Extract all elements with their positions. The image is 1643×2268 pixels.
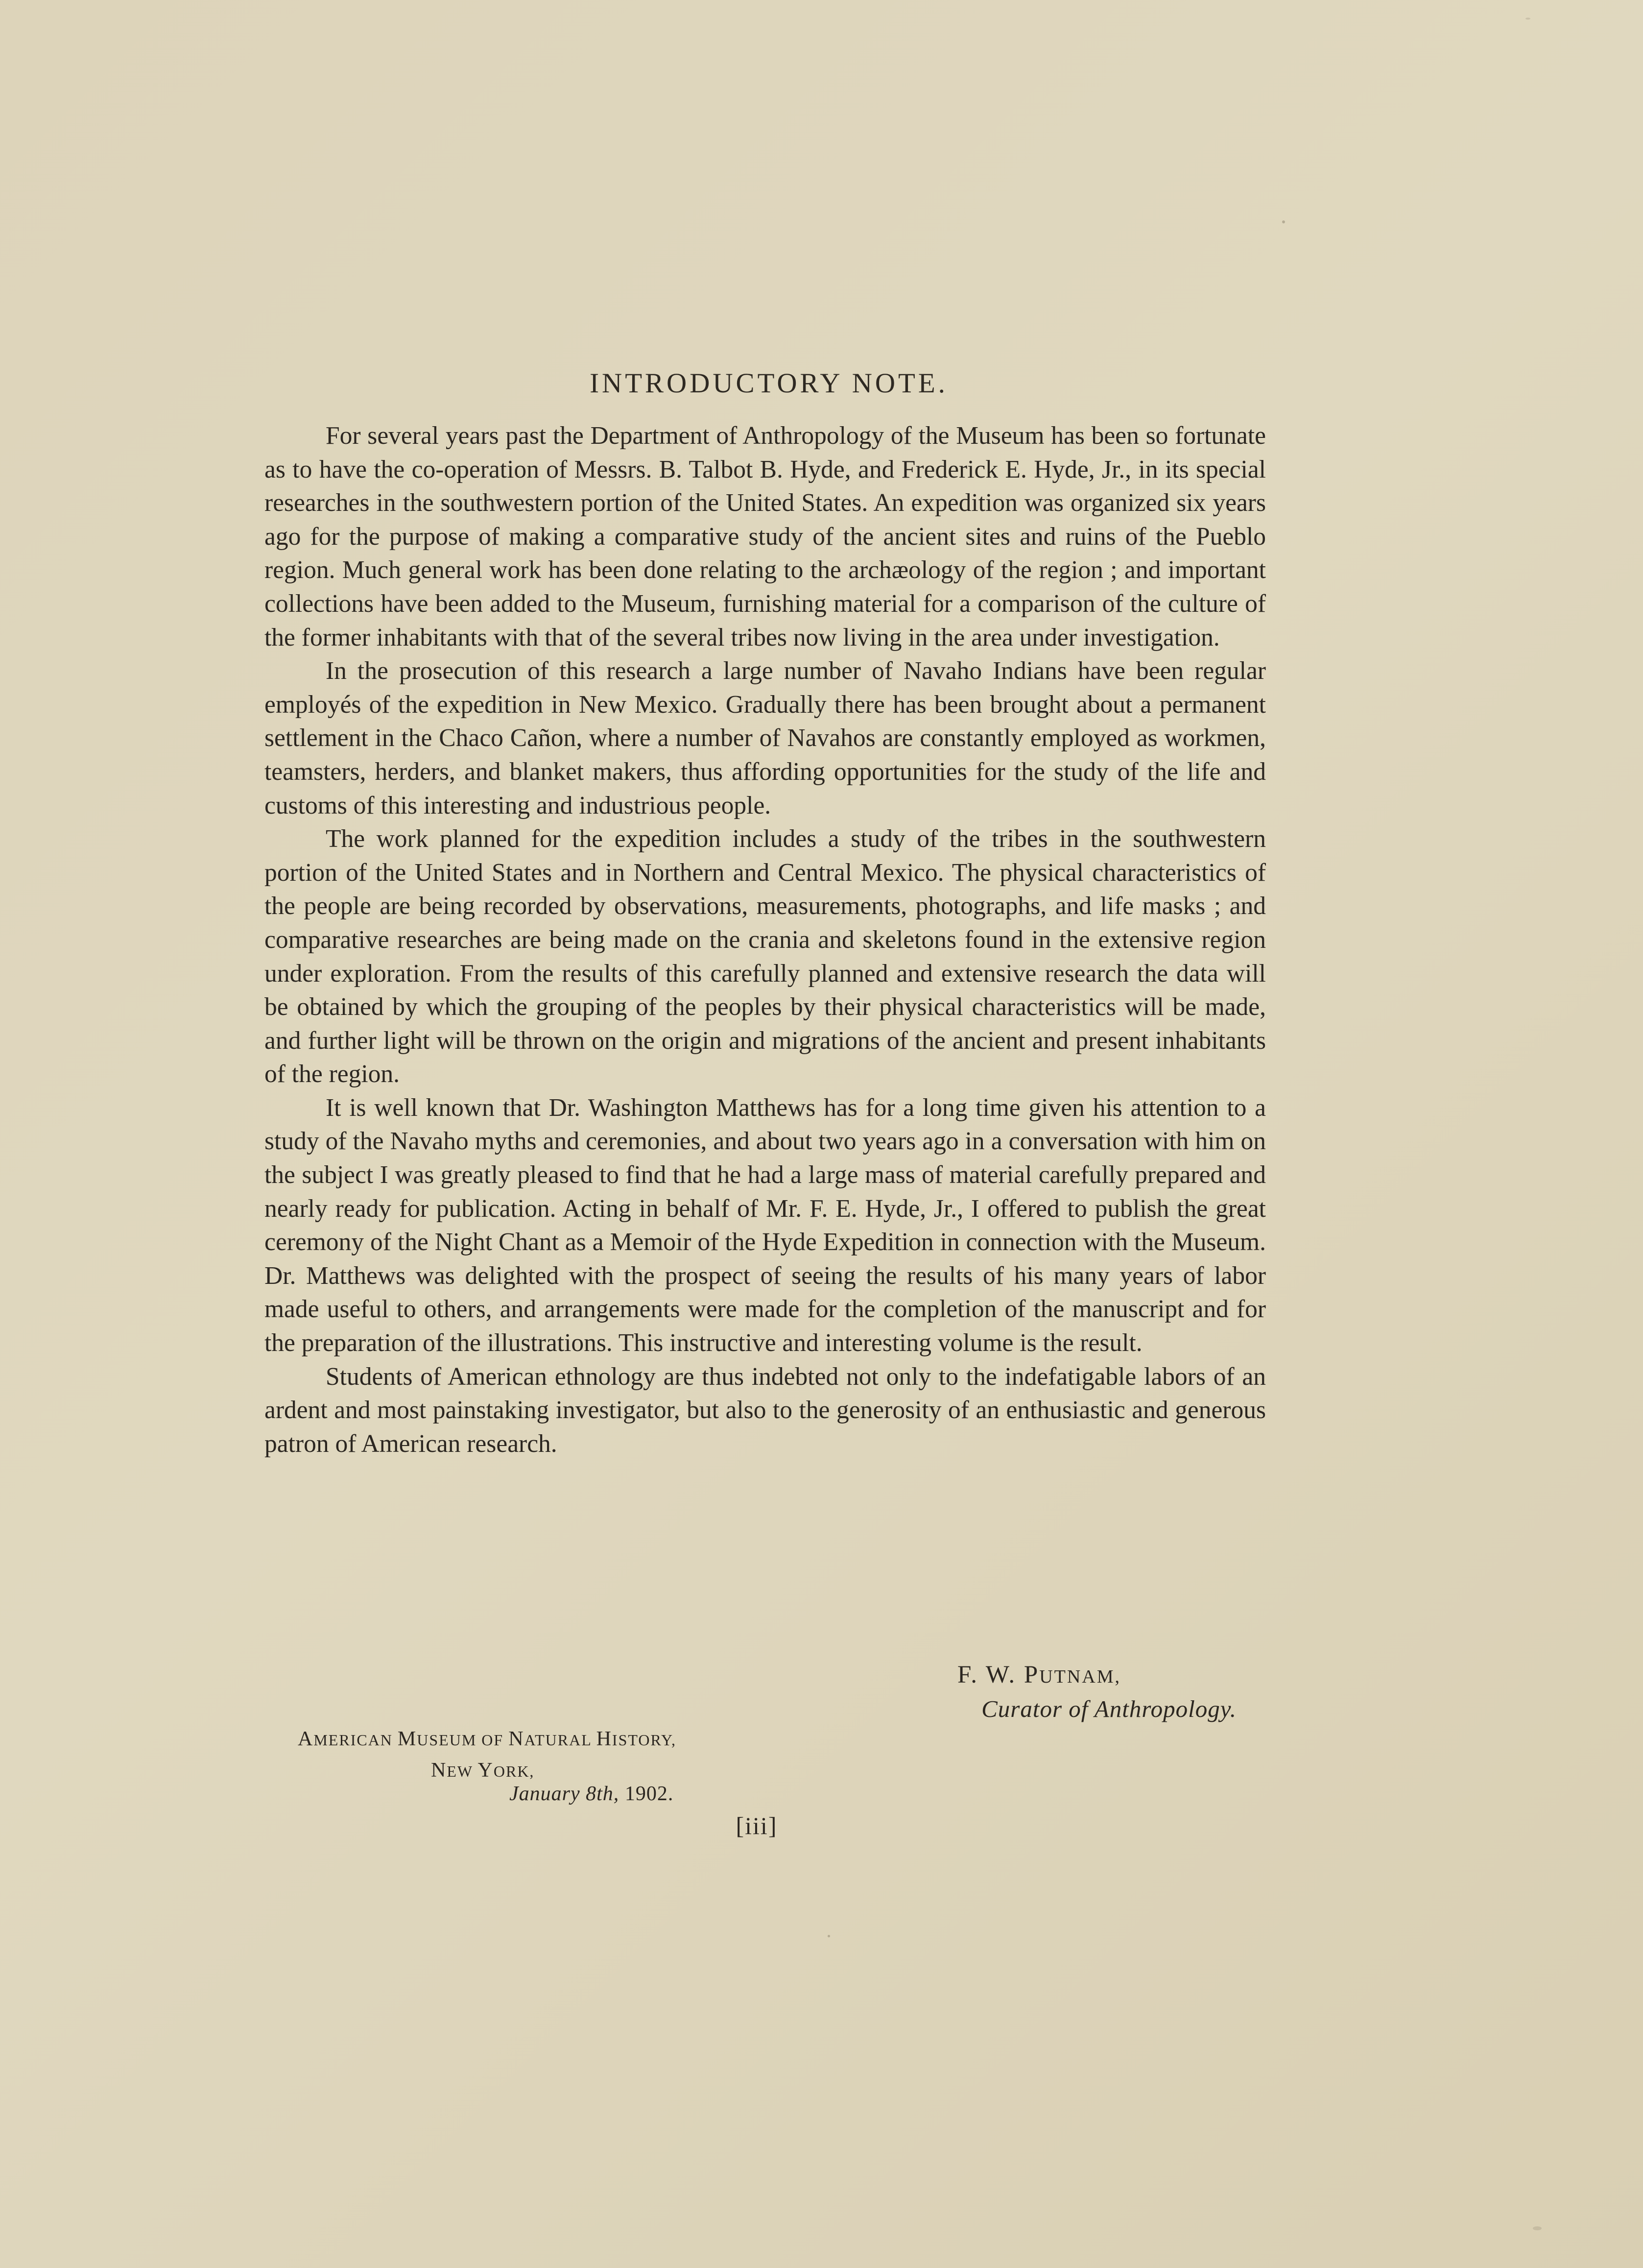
address-cap: M bbox=[397, 1728, 417, 1750]
paper-speck bbox=[1282, 220, 1285, 223]
date-month: January bbox=[509, 1783, 580, 1805]
paper-speck bbox=[1533, 2226, 1542, 2230]
address-cap: A bbox=[298, 1728, 314, 1750]
signature-name bbox=[957, 1658, 1121, 1693]
paper-speck bbox=[828, 1935, 830, 1937]
address-small: ISTORY, bbox=[612, 1731, 676, 1749]
paragraph-1: For several years past the Department of Anthropology of the Museum has been so fortunate as to have the co-operation of Messrs. B. Talbot B. Hyde, and Frederick E. Hyde, Jr., in its special researches in the southwestern portion of the United States. An expedition was organized six years ago for the purpose of making a comparative study of the ancient sites and ruins of the Pueblo region. Much general work has been done relating to the archæology of the region ; and important collections have been added to the Museum, furnishing material for a comparison of the culture of the former inhabitants with that of the several tribes now living in the area under investigation. bbox=[264, 422, 1266, 651]
address-small: USEUM OF bbox=[417, 1731, 509, 1749]
signature-title: Curator of Anthropology. bbox=[981, 1695, 1237, 1722]
paper-speck bbox=[1525, 18, 1530, 20]
page-number: [iii] bbox=[736, 1812, 778, 1839]
body-text bbox=[264, 419, 1266, 1461]
address-date bbox=[509, 1779, 673, 1809]
address-small: ORK, bbox=[493, 1762, 535, 1780]
address-cap: N bbox=[508, 1728, 524, 1750]
date-year: 1902. bbox=[624, 1783, 674, 1805]
signature-surname: UTNAM, bbox=[1039, 1666, 1121, 1687]
address-cap: N bbox=[431, 1759, 447, 1782]
address-small: MERICAN bbox=[313, 1731, 398, 1749]
page-title: INTRODUCTORY NOTE. bbox=[590, 368, 948, 399]
address-small: EW bbox=[447, 1762, 478, 1780]
address-institution bbox=[298, 1724, 676, 1755]
date-day: 8th, bbox=[586, 1783, 619, 1805]
paragraph-4: It is well known that Dr. Washington Matthews has for a long time given his attention to a study of the Navaho myths and ceremonies, and about two years ago in a conversation with him on the subject I was greatly pleased to find that he had a large mass of material carefully prepared and nearly ready for publication. Acting in behalf of Mr. F. E. Hyde, Jr., I offered to publish the great ceremony of the Night Chant as a Memoir of the Hyde Expedition in connection with the Museum. Dr. Matthews was delighted with the prospect of seeing the results of his many years of labor made useful to others, and arrangements were made for the completion of the manuscript and for the preparation of the illustrations. This instructive and interesting volume is the result. bbox=[264, 1093, 1266, 1357]
signature-initials: F. W. P bbox=[957, 1661, 1040, 1689]
paragraph-3: The work planned for the expedition includes a study of the tribes in the southwestern portion of the United States and in Northern and Central Mexico. The physical characteristics of the people are being recorded by observations, measurements, photographs, and life masks ; and comparative researches are being made on the crania and skeletons found in the extensive region under exploration. From the results of this carefully planned and extensive research the data will be obtained by which the grouping of the peoples by their physical characteristics will be made, and further light will be thrown on the origin and migrations of the ancient and present inhabitants of the region. bbox=[264, 825, 1266, 1088]
paragraph-2: In the prosecution of this research a large number of Navaho Indians have been regular employés of the expedition in New Mexico. Gradually there has been brought about a permanent settlement in the Chaco Cañon, where a number of Navahos are constantly employed as workmen, teamsters, herders, and blanket makers, thus affording opportunities for the study of the life and customs of this interesting and industrious people. bbox=[264, 657, 1266, 820]
address-cap: Y bbox=[477, 1759, 494, 1782]
address-cap: H bbox=[596, 1728, 612, 1750]
address-small: ATURAL bbox=[524, 1731, 596, 1749]
paragraph-5: Students of American ethnology are thus indebted not only to the indefatigable labors of an ardent and most painstaking investigator, but also to the generosity of an enthusiastic and generous patron of American research. bbox=[264, 1362, 1266, 1458]
